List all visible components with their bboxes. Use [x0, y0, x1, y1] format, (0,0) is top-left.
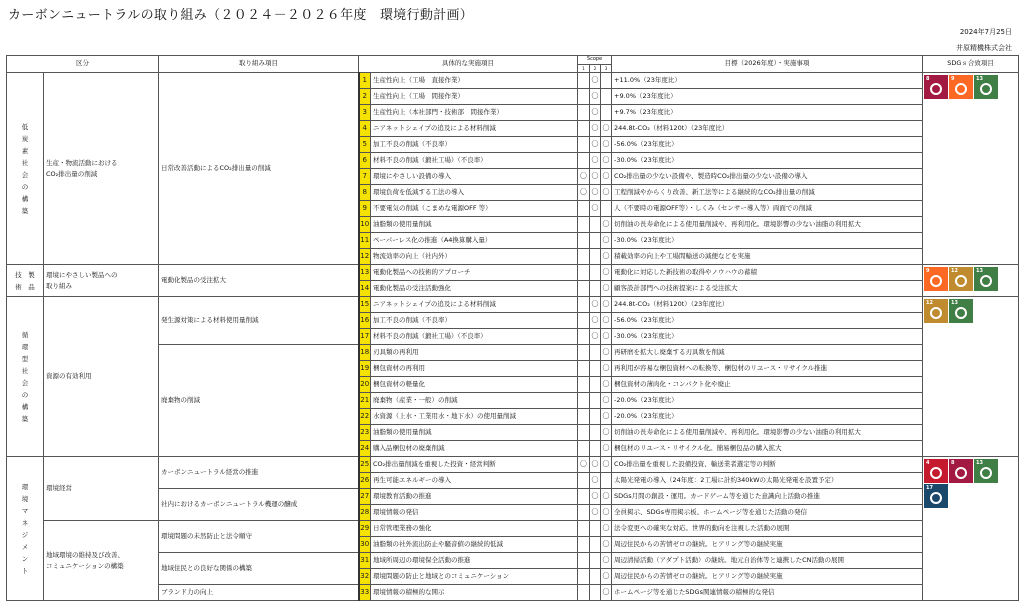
- item-number: 18: [359, 345, 371, 361]
- sdg-icon-group: [924, 267, 1017, 291]
- target-cell: 切削油の長寿命化による使用量削減や、再利用化。環境影響の少ない油脂の利用拡大: [612, 425, 923, 441]
- scope-2-mark: [590, 409, 601, 425]
- target-cell: 顧客設計部門への技術提案による受注拡大: [612, 281, 923, 297]
- action-cell: 廃棄物（産業・一般）の削減: [371, 393, 578, 409]
- scope-2-mark: [590, 425, 601, 441]
- action-cell: 環境にやさしい設備の導入: [371, 169, 578, 185]
- action-plan-table: [6, 55, 1019, 601]
- action-cell: 加工不良の削減（不良率）: [371, 313, 578, 329]
- scope-1-mark: [578, 281, 590, 297]
- header-target: 目標（2026年度）・実施事項: [612, 56, 923, 73]
- item-number: 33: [359, 585, 371, 601]
- sdg-goal-number: 8: [926, 76, 930, 82]
- sdg-goal-icon: [974, 75, 998, 99]
- scope-3-mark: 〇: [601, 569, 612, 585]
- scope-3-mark: 〇: [601, 505, 612, 521]
- scope-2-mark: 〇: [590, 489, 601, 505]
- target-cell: -30.0%（23年度比）: [612, 153, 923, 169]
- sdg-icon-group: [924, 459, 1017, 508]
- target-cell: +9.0%（23年度比）: [612, 89, 923, 105]
- action-cell: 不要電気の削減（こまめな電源OFF 等）: [371, 201, 578, 217]
- header-scope: Scope: [578, 56, 612, 65]
- scope-1-mark: [578, 425, 590, 441]
- sdg-goal-number: 13: [976, 460, 983, 466]
- initiative-cell: 廃棄物の削減: [159, 345, 359, 457]
- initiative-cell: カーボンニュートラル経営の推進: [159, 457, 359, 489]
- item-number: 13: [359, 265, 371, 281]
- sdg-goal-icon: [924, 75, 948, 99]
- item-number: 28: [359, 505, 371, 521]
- item-number: 5: [359, 137, 371, 153]
- scope-1-mark: [578, 297, 590, 313]
- target-cell: 法令変更への確実な対応。世界的動向を注視した活動の展開: [612, 521, 923, 537]
- scope-2-mark: 〇: [590, 473, 601, 489]
- action-cell: 環境問題の防止と地域とのコミュニケーション: [371, 569, 578, 585]
- scope-1-mark: 〇: [578, 457, 590, 473]
- item-number: 4: [359, 121, 371, 137]
- scope-2-mark: [590, 585, 601, 601]
- action-cell: 電動化製品への技術的アプローチ: [371, 265, 578, 281]
- scope-1-mark: [578, 217, 590, 233]
- target-cell: 電動化に対応した新技術の取得やノウハウの蓄積: [612, 265, 923, 281]
- header-scope-1: 1: [578, 64, 590, 73]
- item-number: 12: [359, 249, 371, 265]
- target-cell: 再利用が容易な梱包資材への転換等、梱包材のリユース・リサイクル推進: [612, 361, 923, 377]
- target-cell: 244.8t-CO₂（材料120t）（23年度比）: [612, 297, 923, 313]
- target-cell: 工程削減やからくり改善、新工法等による継続的なCO₂排出量の削減: [612, 185, 923, 201]
- scope-3-mark: 〇: [601, 329, 612, 345]
- item-number: 10: [359, 217, 371, 233]
- subcategory-cell: 地域環境の維持及び改善、 コミュニケーションの構築: [44, 521, 159, 601]
- scope-2-mark: 〇: [590, 153, 601, 169]
- action-cell: 梱包資材の再利用: [371, 361, 578, 377]
- sdg-goal-number: 12: [951, 268, 958, 274]
- scope-3-mark: [601, 89, 612, 105]
- sdg-goal-number: 13: [976, 268, 983, 274]
- item-number: 20: [359, 377, 371, 393]
- action-cell: 地域所周辺の環境保全活動の推進: [371, 553, 578, 569]
- scope-3-mark: 〇: [601, 137, 612, 153]
- scope-2-mark: [590, 569, 601, 585]
- scope-3-mark: 〇: [601, 345, 612, 361]
- header-item: 取り組み項目: [159, 56, 359, 73]
- sdgs-cell: [923, 297, 1019, 457]
- sdg-goal-number: 12: [926, 300, 933, 306]
- scope-3-mark: 〇: [601, 169, 612, 185]
- initiative-cell: 環境問題の未然防止と法令順守: [159, 521, 359, 553]
- target-cell: -20.0%（23年度比）: [612, 393, 923, 409]
- sdg-icon-group: [924, 75, 1017, 99]
- target-cell: -56.0%（23年度比）: [612, 137, 923, 153]
- scope-3-mark: 〇: [601, 281, 612, 297]
- scope-2-mark: 〇: [590, 73, 601, 89]
- item-number: 7: [359, 169, 371, 185]
- action-cell: 油脂類の使用量削減: [371, 425, 578, 441]
- target-cell: +11.0%（23年度比）: [612, 73, 923, 89]
- scope-1-mark: 〇: [578, 185, 590, 201]
- scope-3-mark: 〇: [601, 265, 612, 281]
- scope-1-mark: [578, 505, 590, 521]
- item-number: 27: [359, 489, 371, 505]
- scope-2-mark: 〇: [590, 457, 601, 473]
- category-cell: 技 製 術 品: [7, 265, 44, 297]
- action-cell: 加工不良の削減（不良率）: [371, 137, 578, 153]
- scope-3-mark: 〇: [601, 185, 612, 201]
- scope-3-mark: 〇: [601, 313, 612, 329]
- category-cell: 低 炭 素 社 会 の 構 築: [7, 73, 44, 265]
- scope-2-mark: [590, 393, 601, 409]
- scope-1-mark: [578, 553, 590, 569]
- scope-3-mark: 〇: [601, 489, 612, 505]
- action-cell: CO₂排出量削減を重視した投資・経営判断: [371, 457, 578, 473]
- item-number: 32: [359, 569, 371, 585]
- scope-3-mark: 〇: [601, 521, 612, 537]
- table-row: [7, 345, 1019, 361]
- scope-3-mark: 〇: [601, 249, 612, 265]
- target-cell: 244.8t-CO₂（材料120t）（23年度比）: [612, 121, 923, 137]
- header-sdgs: SDGｓ合致項目: [923, 56, 1019, 73]
- sdg-icon-group: [924, 299, 1017, 323]
- sdg-goal-icon: [924, 484, 948, 508]
- scope-1-mark: [578, 473, 590, 489]
- scope-2-mark: 〇: [590, 105, 601, 121]
- table-row: [7, 585, 1019, 601]
- sdg-goal-icon: [924, 459, 948, 483]
- header-scope-2: 2: [590, 64, 601, 73]
- scope-3-mark: 〇: [601, 457, 612, 473]
- item-number: 8: [359, 185, 371, 201]
- scope-1-mark: [578, 377, 590, 393]
- header-scope-3: 3: [601, 64, 612, 73]
- item-number: 14: [359, 281, 371, 297]
- item-number: 3: [359, 105, 371, 121]
- sdg-goal-icon: [974, 267, 998, 291]
- target-cell: SDGs月間の創設・運用。カードゲーム等を通じた意識向上活動の推進: [612, 489, 923, 505]
- item-number: 1: [359, 73, 371, 89]
- action-cell: 梱包資材の軽量化: [371, 377, 578, 393]
- scope-1-mark: [578, 409, 590, 425]
- scope-1-mark: [578, 313, 590, 329]
- header-action: 具体的な実施項目: [359, 56, 578, 73]
- scope-3-mark: 〇: [601, 425, 612, 441]
- item-number: 22: [359, 409, 371, 425]
- target-cell: -30.0%（23年度比）: [612, 329, 923, 345]
- table-row: [7, 553, 1019, 569]
- initiative-cell: ブランド力の向上: [159, 585, 359, 601]
- action-cell: 環境情報の積極的な開示: [371, 585, 578, 601]
- scope-1-mark: [578, 73, 590, 89]
- scope-2-mark: [590, 537, 601, 553]
- target-cell: 梱包材のリユース・リサイクル化。簡易梱包品の購入拡大: [612, 441, 923, 457]
- item-number: 23: [359, 425, 371, 441]
- item-number: 2: [359, 89, 371, 105]
- target-cell: CO₂排出量を重視した設備投資、輸送業者選定等の判断: [612, 457, 923, 473]
- sdg-goal-number: 17: [926, 485, 933, 491]
- scope-1-mark: [578, 521, 590, 537]
- target-cell: ホームページ等を通じたSDGs関連情報の積極的な発信: [612, 585, 923, 601]
- scope-2-mark: 〇: [590, 89, 601, 105]
- scope-1-mark: [578, 393, 590, 409]
- scope-1-mark: [578, 233, 590, 249]
- header-category: 区分: [7, 56, 159, 73]
- item-number: 16: [359, 313, 371, 329]
- scope-3-mark: 〇: [601, 377, 612, 393]
- action-cell: 刃具類の再利用: [371, 345, 578, 361]
- scope-3-mark: 〇: [601, 297, 612, 313]
- subcategory-cell: 生産・物流活動における CO₂排出量の削減: [44, 73, 159, 265]
- action-cell: ペーパーレス化の推進（A4換算購入量）: [371, 233, 578, 249]
- subcategory-cell: 資源の有効利用: [44, 297, 159, 457]
- scope-3-mark: 〇: [601, 393, 612, 409]
- scope-2-mark: 〇: [590, 121, 601, 137]
- target-cell: 周辺住民からの苦情ゼロの継続。ヒアリング等の継続実施: [612, 537, 923, 553]
- scope-1-mark: [578, 265, 590, 281]
- initiative-cell: 日常改善活動によるCO₂排出量の削減: [159, 73, 359, 265]
- target-cell: 太陽光発電の導入（24年度：2工場に計約340kWの太陽光発電を設置予定）: [612, 473, 923, 489]
- table-row: [7, 73, 1019, 89]
- scope-1-mark: 〇: [578, 169, 590, 185]
- scope-3-mark: 〇: [601, 409, 612, 425]
- scope-2-mark: 〇: [590, 169, 601, 185]
- sdgs-cell: [923, 73, 1019, 265]
- scope-1-mark: [578, 585, 590, 601]
- action-cell: 環境情報の発信: [371, 505, 578, 521]
- scope-2-mark: [590, 265, 601, 281]
- item-number: 21: [359, 393, 371, 409]
- action-cell: 購入品梱包材の廃棄削減: [371, 441, 578, 457]
- item-number: 30: [359, 537, 371, 553]
- scope-1-mark: [578, 121, 590, 137]
- sdg-goal-icon: [974, 459, 998, 483]
- target-cell: 梱包資材の薄肉化・コンパクト化や廃止: [612, 377, 923, 393]
- action-cell: 環境負荷を低減する工法の導入: [371, 185, 578, 201]
- item-number: 29: [359, 521, 371, 537]
- scope-1-mark: [578, 137, 590, 153]
- sdg-goal-number: 9: [951, 76, 955, 82]
- action-cell: 再生可能エネルギーの導入: [371, 473, 578, 489]
- initiative-cell: 社内におけるカーボンニュートラル機運の醸成: [159, 489, 359, 521]
- scope-1-mark: [578, 89, 590, 105]
- scope-2-mark: [590, 233, 601, 249]
- sdg-goal-icon: [949, 299, 973, 323]
- scope-2-mark: 〇: [590, 329, 601, 345]
- scope-2-mark: [590, 521, 601, 537]
- scope-3-mark: [601, 201, 612, 217]
- target-cell: 周辺住民からの苦情ゼロの継続。ヒアリング等の継続実施: [612, 569, 923, 585]
- scope-1-mark: [578, 329, 590, 345]
- subcategory-cell: 環境経営: [44, 457, 159, 521]
- target-cell: -56.0%（23年度比）: [612, 313, 923, 329]
- item-number: 19: [359, 361, 371, 377]
- sdg-goal-icon: [949, 75, 973, 99]
- scope-2-mark: 〇: [590, 297, 601, 313]
- scope-2-mark: [590, 361, 601, 377]
- table-row: [7, 265, 1019, 281]
- scope-1-mark: [578, 201, 590, 217]
- action-cell: 物流効率の向上（社内外）: [371, 249, 578, 265]
- table-row: [7, 297, 1019, 313]
- scope-3-mark: 〇: [601, 585, 612, 601]
- sdg-goal-number: 9: [926, 268, 930, 274]
- target-cell: CO₂排出量の少ない設備や、製造時CO₂排出量の少ない設備の導入: [612, 169, 923, 185]
- scope-1-mark: [578, 105, 590, 121]
- action-cell: 油脂類の社外流出防止や騒音値の継続的低減: [371, 537, 578, 553]
- sdg-goal-number: 13: [976, 76, 983, 82]
- target-cell: 積載効率の向上や工場間輸送の減便などを実施: [612, 249, 923, 265]
- item-number: 24: [359, 441, 371, 457]
- sdg-goal-number: 4: [926, 460, 930, 466]
- target-cell: 周辺清掃活動（アダプト活動）の継続。地元自治体等と連携したCN活動の展開: [612, 553, 923, 569]
- item-number: 25: [359, 457, 371, 473]
- item-number: 15: [359, 297, 371, 313]
- action-cell: 材料不良の削減（鍛社工場）（不良率）: [371, 153, 578, 169]
- item-number: 6: [359, 153, 371, 169]
- action-cell: 電動化製品の受注活動強化: [371, 281, 578, 297]
- scope-3-mark: 〇: [601, 217, 612, 233]
- sdg-goal-icon: [949, 267, 973, 291]
- target-cell: 全員掲示、SDGs専用掲示板、ホームページ等を通じた活動の発信: [612, 505, 923, 521]
- initiative-cell: 電動化製品の受注拡大: [159, 265, 359, 297]
- table-row: [7, 521, 1019, 537]
- scope-2-mark: [590, 553, 601, 569]
- target-cell: 再研磨を拡大し廃棄する刃具数を削減: [612, 345, 923, 361]
- action-cell: ニアネットシェイプの追及による材料削減: [371, 297, 578, 313]
- initiative-cell: 発生源対策による材料使用量削減: [159, 297, 359, 345]
- scope-2-mark: 〇: [590, 313, 601, 329]
- action-cell: 日常管理業務の強化: [371, 521, 578, 537]
- scope-2-mark: [590, 249, 601, 265]
- scope-3-mark: 〇: [601, 121, 612, 137]
- header-meta: [956, 24, 1012, 56]
- target-cell: +9.7%（23年度比）: [612, 105, 923, 121]
- scope-1-mark: [578, 153, 590, 169]
- action-cell: 材料不良の削減（鍛社工場）（不良率）: [371, 329, 578, 345]
- scope-3-mark: 〇: [601, 233, 612, 249]
- subcategory-cell: 環境にやさしい製品への 取り組み: [44, 265, 159, 297]
- sdgs-cell: [923, 457, 1019, 601]
- sdg-goal-icon: [924, 267, 948, 291]
- scope-3-mark: 〇: [601, 441, 612, 457]
- scope-3-mark: [601, 473, 612, 489]
- sdg-goal-number: 13: [951, 300, 958, 306]
- scope-1-mark: [578, 569, 590, 585]
- item-number: 11: [359, 233, 371, 249]
- sdg-goal-number: 8: [951, 460, 955, 466]
- target-cell: -20.0%（23年度比）: [612, 409, 923, 425]
- scope-3-mark: [601, 73, 612, 89]
- scope-2-mark: 〇: [590, 505, 601, 521]
- scope-2-mark: [590, 281, 601, 297]
- target-cell: 人（不要時の電源OFF等）・しくみ（センサー導入等）両面での削減: [612, 201, 923, 217]
- table-row: [7, 457, 1019, 473]
- scope-2-mark: [590, 377, 601, 393]
- table-row: [7, 489, 1019, 505]
- initiative-cell: 地域住民との良好な関係の構築: [159, 553, 359, 585]
- sdgs-cell: [923, 265, 1019, 297]
- scope-3-mark: 〇: [601, 361, 612, 377]
- action-cell: 水資源（上水・工業用水・地下水）の使用量削減: [371, 409, 578, 425]
- action-cell: 環境教育活動の推進: [371, 489, 578, 505]
- scope-2-mark: [590, 345, 601, 361]
- issue-date: 2024年7月25日: [959, 28, 1012, 36]
- item-number: 31: [359, 553, 371, 569]
- category-cell: 循 環 型 社 会 の 構 築: [7, 297, 44, 457]
- company-name: 井原精機株式会社: [956, 44, 1012, 52]
- scope-1-mark: [578, 249, 590, 265]
- item-number: 26: [359, 473, 371, 489]
- action-cell: ニアネットシェイプの追及による材料削減: [371, 121, 578, 137]
- action-cell: 生産性向上（工場 間接作業）: [371, 89, 578, 105]
- scope-2-mark: 〇: [590, 201, 601, 217]
- category-cell: 環 境 マ ネ ジ メ ン ト: [7, 457, 44, 601]
- sdg-goal-icon: [949, 459, 973, 483]
- page-title: カーボンニュートラルの取り組み（２０２４－２０２６年度 環境行動計画）: [8, 8, 474, 23]
- scope-3-mark: 〇: [601, 153, 612, 169]
- scope-3-mark: 〇: [601, 553, 612, 569]
- item-number: 9: [359, 201, 371, 217]
- sdg-goal-icon: [924, 299, 948, 323]
- scope-3-mark: 〇: [601, 537, 612, 553]
- scope-2-mark: 〇: [590, 137, 601, 153]
- scope-2-mark: [590, 217, 601, 233]
- target-cell: -30.0%（23年度比）: [612, 233, 923, 249]
- item-number: 17: [359, 329, 371, 345]
- action-cell: 油脂類の使用量削減: [371, 217, 578, 233]
- scope-1-mark: [578, 537, 590, 553]
- scope-3-mark: [601, 105, 612, 121]
- scope-2-mark: 〇: [590, 185, 601, 201]
- scope-1-mark: [578, 345, 590, 361]
- action-cell: 生産性向上（本社部門・技術部 間接作業）: [371, 105, 578, 121]
- scope-1-mark: [578, 441, 590, 457]
- scope-1-mark: [578, 361, 590, 377]
- scope-2-mark: [590, 441, 601, 457]
- target-cell: 切削油の長寿命化による使用量削減や、再利用化。環境影響の少ない油脂の利用拡大: [612, 217, 923, 233]
- action-cell: 生産性向上（工場 直接作業）: [371, 73, 578, 89]
- scope-1-mark: [578, 489, 590, 505]
